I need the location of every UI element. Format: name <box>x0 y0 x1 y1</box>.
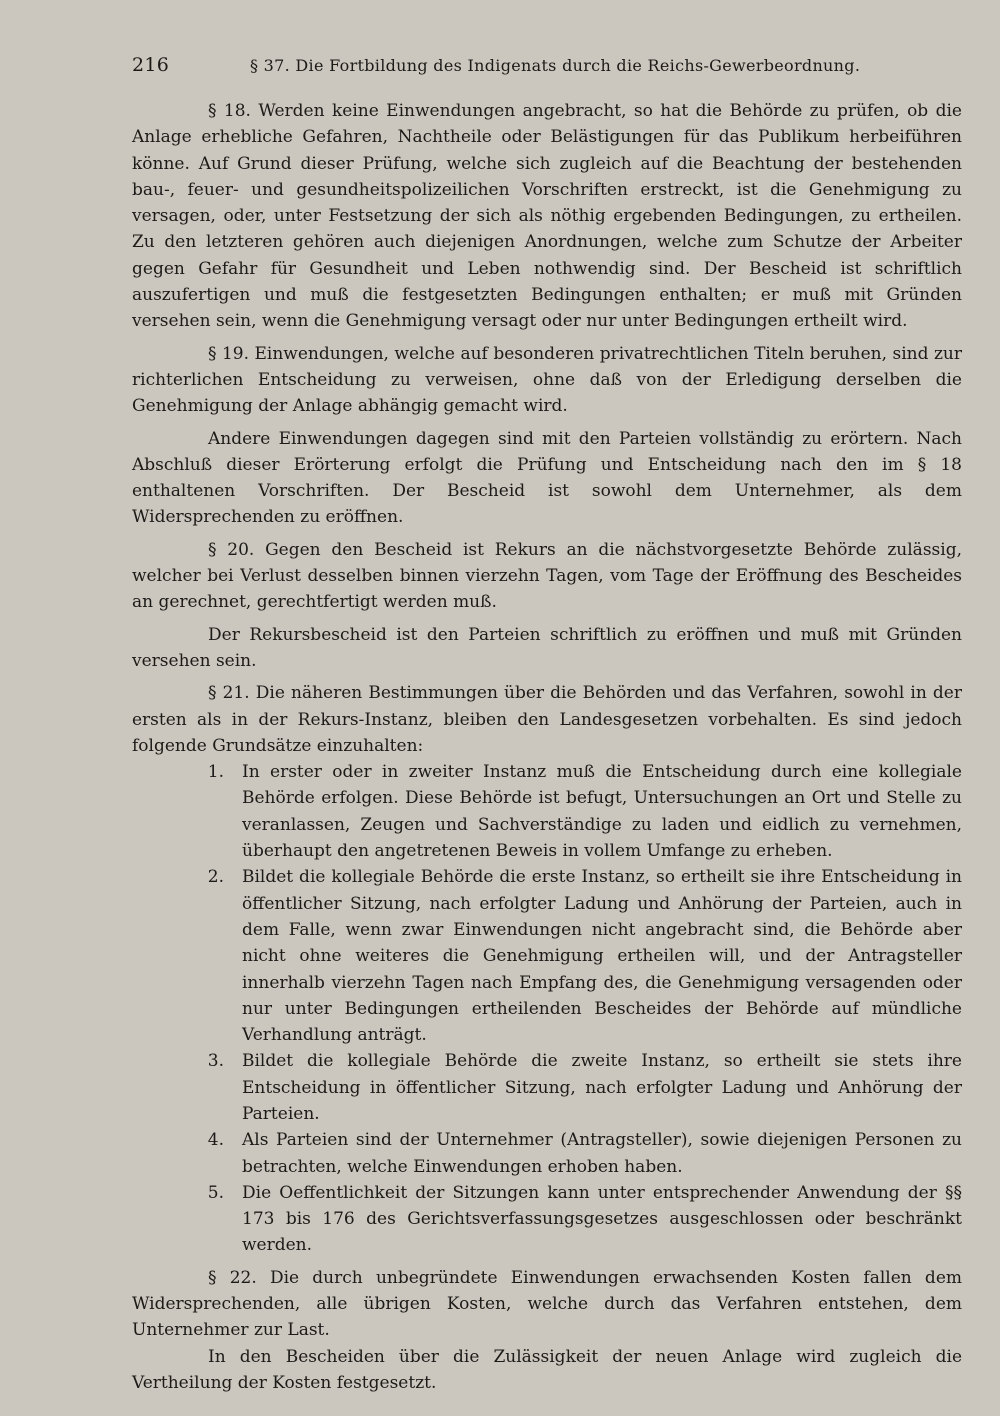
list-item <box>132 1180 962 1259</box>
paragraph-section-21: § 21. Die näheren Bestimmungen über die Behörden und das Verfahren, sowohl in der ersten als in der Rekurs-Instanz, bleiben den Landesgesetzen vorbehalten. Es sind jedoch folgende Grundsätze einzuhalten: <box>132 683 962 756</box>
document-body <box>132 98 962 1396</box>
list-item-text: Bildet die kollegiale Behörde die erste Instanz, so ertheilt sie ihre Entscheidung in öffentlicher Sitzung, nach erfolgter Ladung und Anhörung der Parteien, auch in dem Falle, wenn zwar Einwendungen nicht angebracht sind, die Behörde aber nicht ohne weiteres die Genehmigung ertheilen will, und der Antragsteller innerhalb vierzehn Tagen nach Empfang des, die Genehmigung versagenden oder nur unter Bedingungen ertheilenden Bescheides der Behörde auf mündliche Verhandlung anträgt. <box>242 867 962 1046</box>
list-item <box>132 1048 962 1127</box>
list-item-number: 1. <box>207 762 224 783</box>
paragraph-section-19-continued: Andere Einwendungen dagegen sind mit den Parteien vollständig zu erörtern. Nach Abschluß dieser Erörterung erfolgt die Prüfung und Entscheidung nach den im § 18 enthaltenen Vorschriften. Der Bescheid ist sowohl dem Unternehmer, als dem Widersprechenden zu eröffnen. <box>132 428 962 528</box>
list-item-number: 5. <box>207 1182 224 1203</box>
running-title: § 37. Die Fortbildung des Indigenats durch die Reichs-Gewerbeordnung. <box>250 56 861 75</box>
paragraph-section-22-continued: In den Bescheiden über die Zulässigkeit der neuen Anlage wird zugleich die Vertheilung der Kosten festgesetzt. <box>132 1346 962 1393</box>
paragraph-section-18: § 18. Werden keine Einwendungen angebracht, so hat die Behörde zu prüfen, ob die Anlage erhebliche Gefahren, Nachtheile oder Belästigungen für das Publikum herbeiführen könne. Auf Grund dieser Prüfung, welche sich zugleich auf die Beachtung der bestehenden bau-, feuer- und gesundheitspolizeilichen Vorschriften erstreckt, ist die Genehmigung zu versagen, oder, unter Festsetzung der sich als nöthig ergebenden Bedingungen, zu ertheilen. Zu den letzteren gehören auch diejenigen Anordnungen, welche zum Schutze der Arbeiter gegen Gefahr für Gesundheit und Leben nothwendig sind. Der Bescheid ist schriftlich auszufertigen und muß die festgesetzten Bedingungen enthalten; er muß mit Gründen versehen sein, wenn die Genehmigung versagt oder nur unter Bedingungen ertheilt wird. <box>132 101 962 332</box>
page-header <box>132 54 962 84</box>
paragraph-section-19: § 19. Einwendungen, welche auf besonderen privatrechtlichen Titeln beruhen, sind zur richterlichen Entscheidung zu verweisen, ohne daß von der Erledigung derselben die Genehmigung der Anlage abhängig gemacht wird. <box>132 343 962 417</box>
list-item-number: 3. <box>207 1051 224 1072</box>
paragraph-section-20: § 20. Gegen den Bescheid ist Rekurs an die nächstvorgesetzte Behörde zulässig, welcher bei Verlust desselben binnen vierzehn Tagen, vom Tage der Eröffnung des Bescheides an gerechnet, gerechtfertigt werden muß. <box>132 539 962 613</box>
list-item-number: 4. <box>207 1130 224 1151</box>
list-item-text: Die Oeffentlichkeit der Sitzungen kann unter entsprechender Anwendung der §§ 173 bis 176 des Gerichtsverfassungsgesetzes ausgeschlossen oder beschränkt werden. <box>242 1182 962 1256</box>
paragraph-section-20-continued: Der Rekursbescheid ist den Parteien schriftlich zu eröffnen und muß mit Gründen versehen sein. <box>132 624 962 671</box>
list-item-text: Als Parteien sind der Unternehmer (Antragsteller), sowie diejenigen Personen zu betrachten, welche Einwendungen erhoben haben. <box>242 1130 962 1177</box>
page-number: 216 <box>132 54 170 76</box>
list-item-text: In erster oder in zweiter Instanz muß die Entscheidung durch eine kollegiale Behörde erfolgen. Diese Behörde ist befugt, Untersuchungen an Ort und Stelle zu veranlassen, Zeugen und Sachverständige zu laden und eidlich zu vernehmen, überhaupt den angetretenen Beweis in vollem Umfange zu erheben. <box>242 762 962 862</box>
list-item <box>132 759 962 864</box>
paragraph-section-22: § 22. Die durch unbegründete Einwendungen erwachsenden Kosten fallen dem Widersprechenden, alle übrigen Kosten, welche durch das Verfahren entstehen, dem Unternehmer zur Last. <box>132 1267 962 1341</box>
list-item <box>132 1127 962 1180</box>
list-item <box>132 864 962 1048</box>
list-item-number: 2. <box>207 867 224 888</box>
principles-list <box>132 759 962 1259</box>
list-item-text: Bildet die kollegiale Behörde die zweite Instanz, so ertheilt sie stets ihre Entscheidung in öffentlicher Sitzung, nach erfolgter Ladung und Anhörung der Parteien. <box>242 1051 962 1124</box>
